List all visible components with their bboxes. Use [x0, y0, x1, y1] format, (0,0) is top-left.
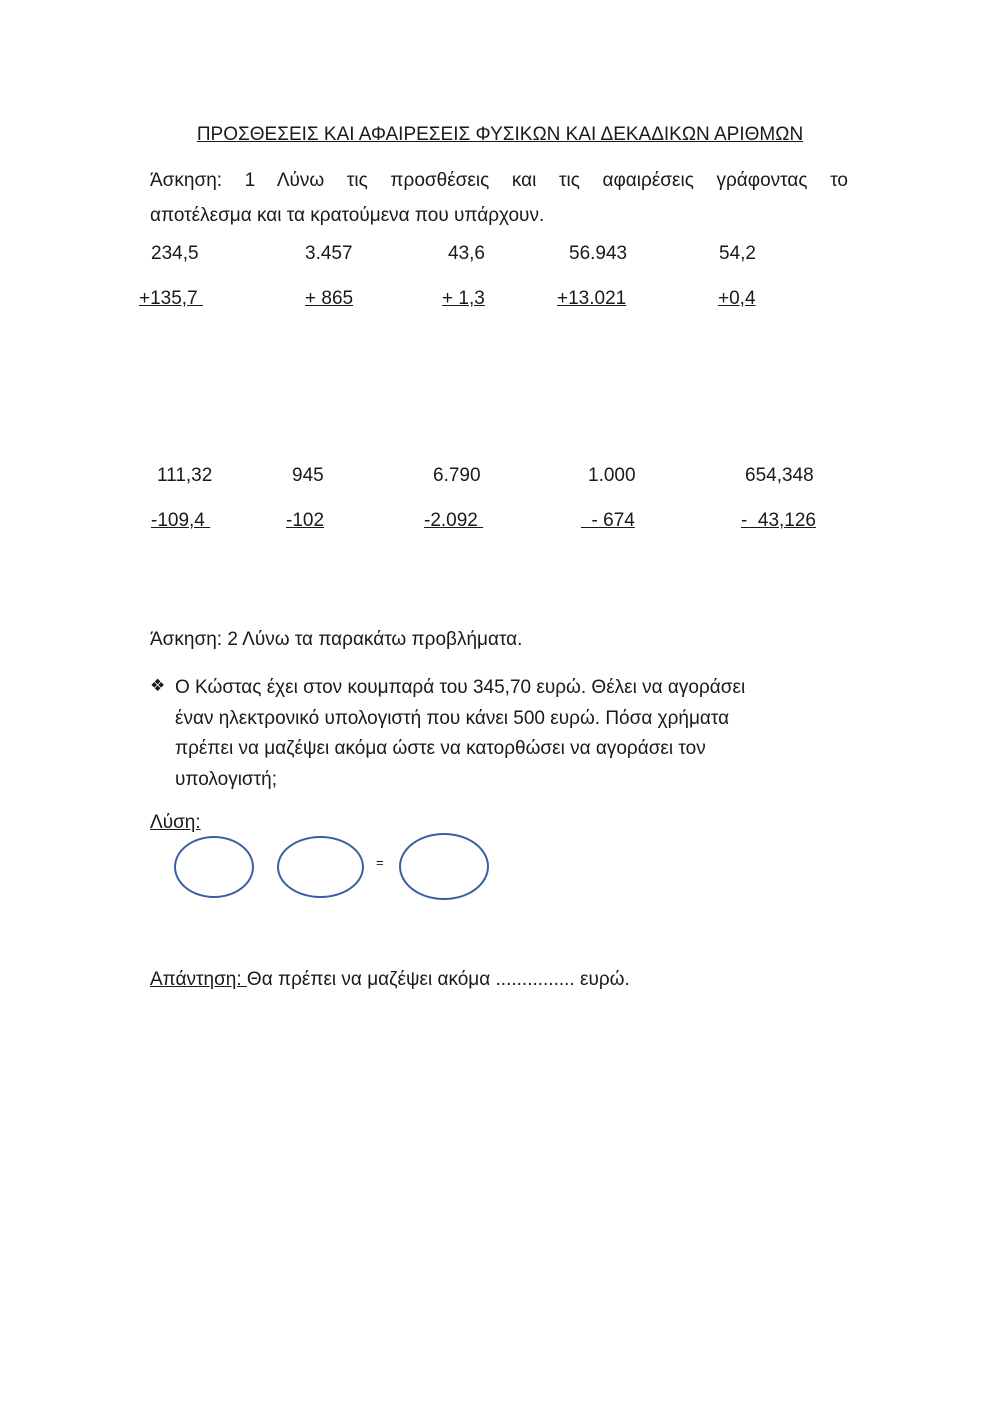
subtraction-1-top: 111,32 [157, 465, 213, 486]
solution-label: Λύση: [150, 812, 201, 833]
subtraction-4-bottom: - 674 [581, 510, 635, 531]
exercise1-instruction-line2: αποτέλεσμα και τα κρατούμενα που υπάρχουν. [150, 205, 545, 226]
answer-text: Θα πρέπει να μαζέψει ακόμα ............... ευρώ. [246, 969, 630, 990]
addition-5-bottom: +0,4 [718, 288, 756, 309]
problem-line: υπολογιστή; [175, 768, 278, 790]
exercise2-heading: Άσκηση: 2 Λύνω τα παρακάτω προβλήματα. [150, 629, 523, 650]
answer-label: Απάντηση: [150, 969, 247, 990]
diamond-bullet-icon: ❖ [150, 676, 166, 695]
subtraction-4-top: 1.000 [588, 465, 636, 486]
worksheet-title: ΠΡΟΣΘΕΣΕΙΣ ΚΑΙ ΑΦΑΙΡΕΣΕΙΣ ΦΥΣΙΚΩΝ ΚΑΙ ΔΕΚΑΔΙΚΩΝ ΑΡΙΘΜΩΝ [196, 124, 804, 145]
problem-line: Ο Κώστας έχει στον κουμπαρά του 345,70 ευρώ. Θέλει να αγοράσει [175, 677, 746, 698]
answer-oval-2[interactable] [277, 836, 364, 898]
addition-4-bottom: +13.021 [557, 288, 627, 309]
answer-oval-1[interactable] [174, 836, 254, 898]
answer-line [150, 969, 630, 991]
addition-3-top: 43,6 [448, 243, 485, 264]
addition-1-bottom: +135,7 [139, 288, 203, 309]
addition-3-bottom: + 1,3 [442, 288, 485, 309]
addition-2-top: 3.457 [305, 243, 353, 264]
subtraction-5-bottom: - 43,126 [741, 510, 816, 531]
addition-2-bottom: + 865 [305, 288, 354, 309]
subtraction-1-bottom: -109,4 [151, 510, 211, 531]
subtraction-3-top: 6.790 [433, 465, 481, 486]
answer-oval-result[interactable] [399, 833, 489, 900]
addition-4-top: 56.943 [569, 243, 628, 264]
addition-1-top: 234,5 [151, 243, 199, 264]
problem-line: πρέπει να μαζέψει ακόμα ώστε να κατορθώσει να αγοράσει τον [175, 738, 706, 759]
subtraction-2-bottom: -102 [286, 510, 325, 531]
subtraction-2-top: 945 [292, 465, 324, 486]
exercise1-instruction-line1: Άσκηση: 1 Λύνω τις προσθέσεις και τις αφαιρέσεις γράφοντας το [150, 170, 848, 191]
subtraction-3-bottom: -2.092 [424, 510, 484, 531]
subtraction-5-top: 654,348 [745, 465, 814, 486]
problem-text [175, 673, 855, 795]
addition-5-top: 54,2 [719, 243, 756, 264]
problem-line: έναν ηλεκτρονικό υπολογιστή που κάνει 500 ευρώ. Πόσα χρήματα [175, 707, 730, 729]
equals-sign: = [376, 855, 384, 870]
